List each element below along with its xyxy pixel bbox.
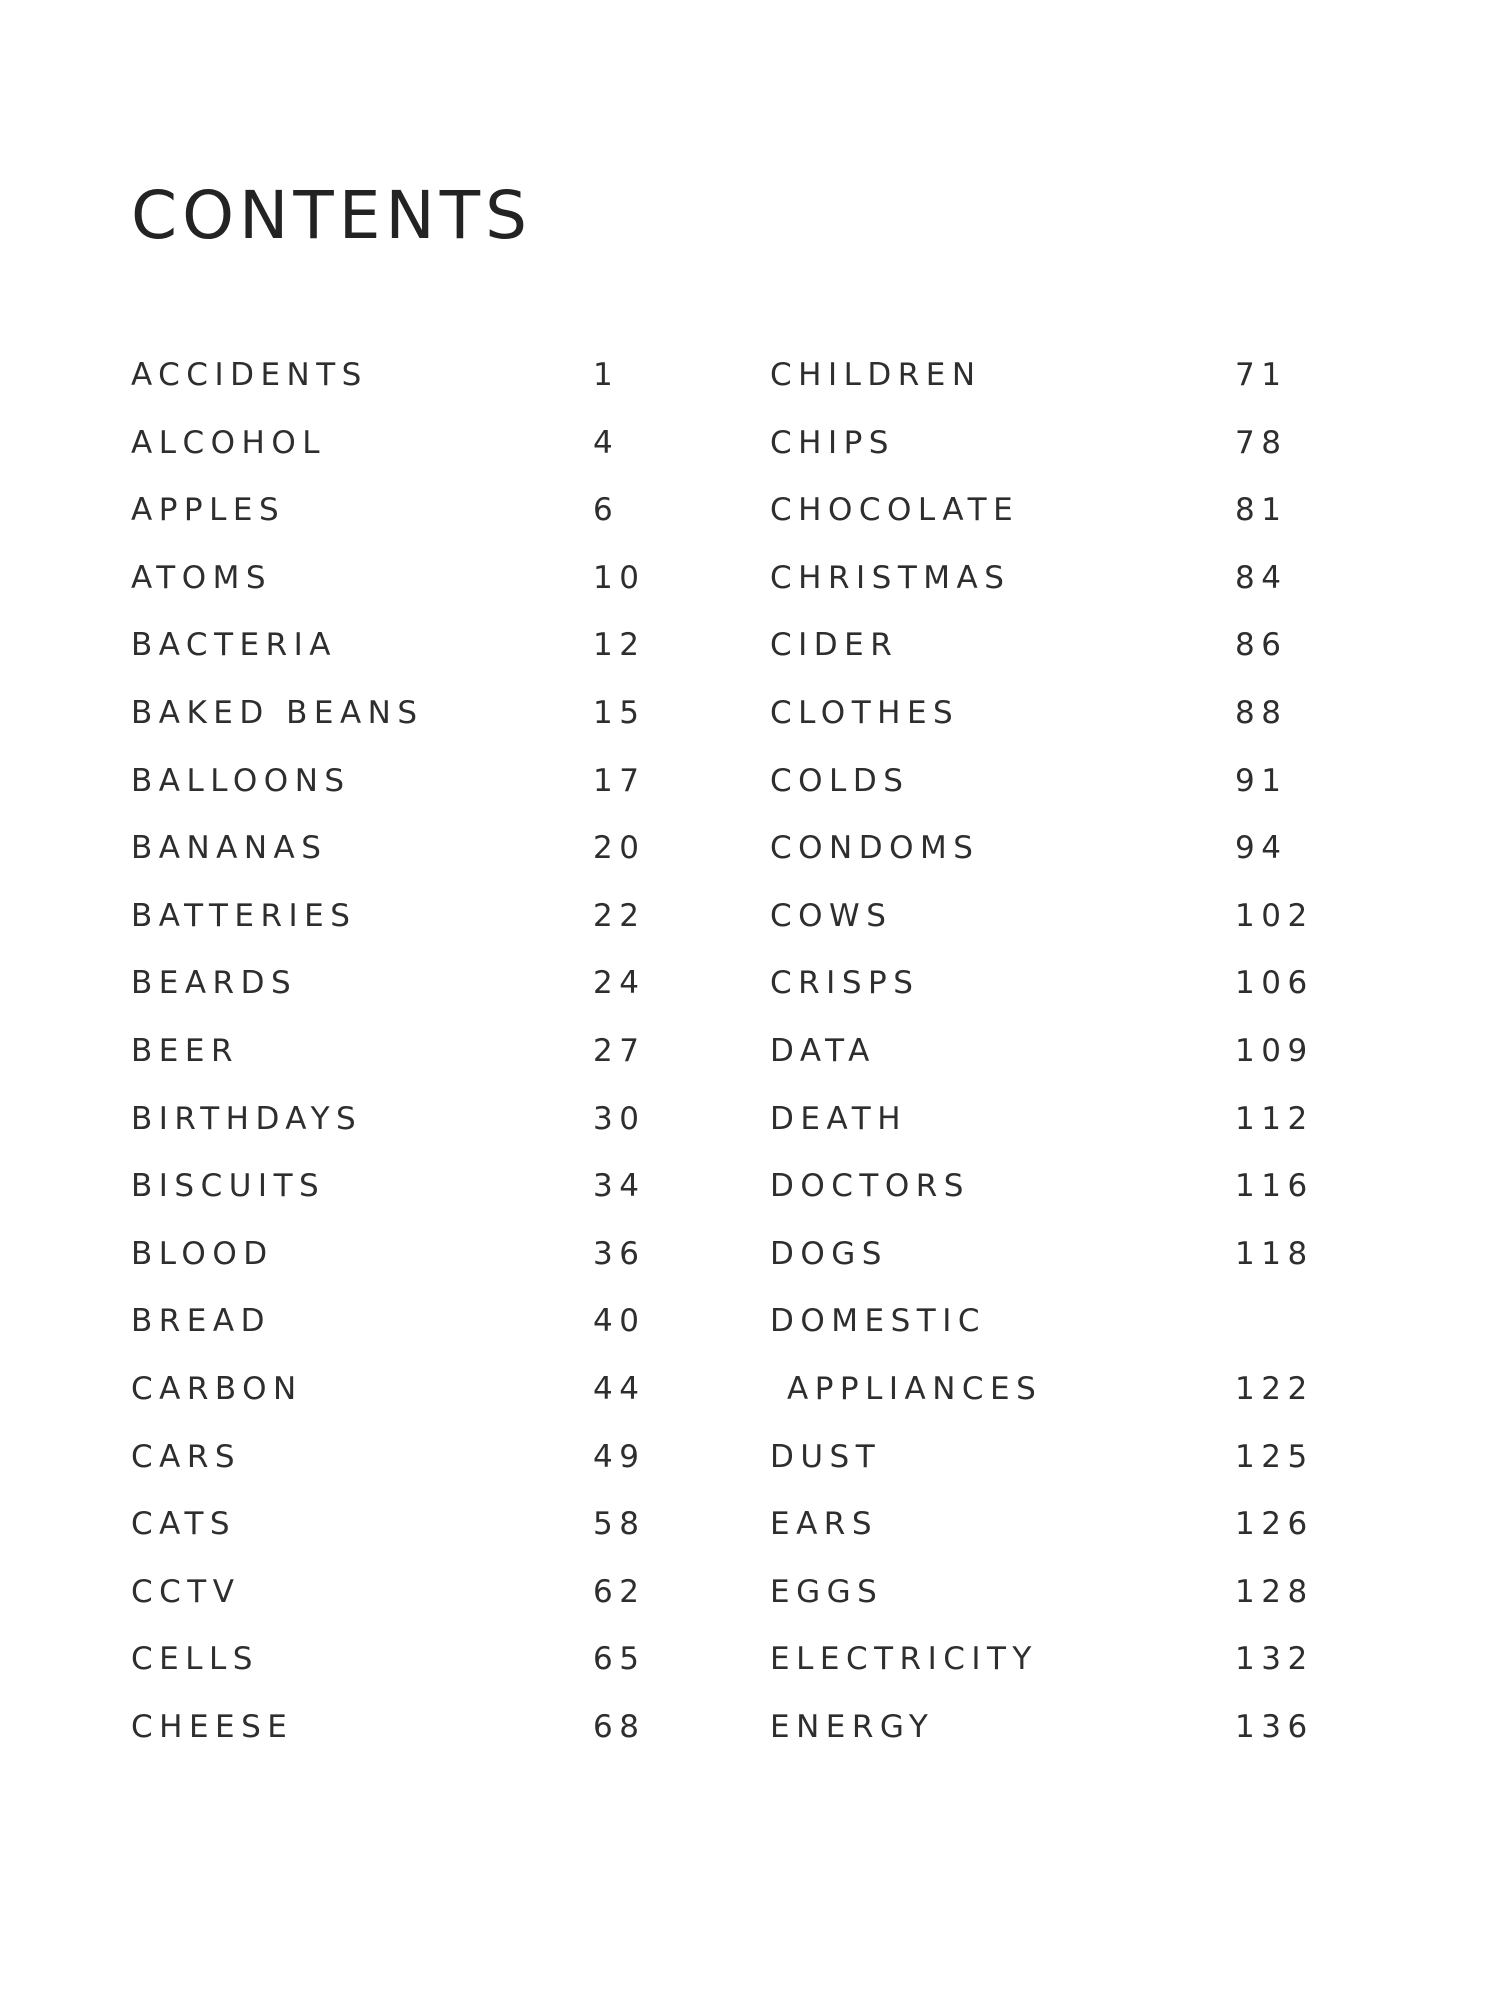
toc-entry (770, 420, 1330, 488)
toc-entry-page-number: 27 (593, 1032, 646, 1069)
toc-entry (131, 690, 651, 758)
toc-entry-page-number: 58 (593, 1506, 646, 1543)
toc-entry-page-number: 62 (593, 1573, 646, 1610)
toc-entry-label: BREAD (131, 1303, 271, 1340)
toc-entry-label: DEATH (770, 1100, 908, 1137)
toc-entry (770, 1163, 1330, 1231)
toc-entry-page-number: 116 (1235, 1168, 1314, 1205)
toc-entry-label: DOCTORS (770, 1168, 970, 1205)
toc-entry (131, 758, 651, 826)
toc-entry-label: CCTV (131, 1573, 241, 1610)
toc-entry-page-number: 128 (1235, 1573, 1314, 1610)
toc-entry-label: EGGS (770, 1573, 884, 1610)
toc-entry-page-number: 10 (593, 559, 646, 596)
toc-entry-page-number: 132 (1235, 1641, 1314, 1678)
toc-entry-page-number: 136 (1235, 1708, 1314, 1745)
toc-entry-page-number: 102 (1235, 897, 1314, 934)
toc-entry-label: BEER (131, 1032, 239, 1069)
toc-entry-label: CHRISTMAS (770, 559, 1011, 596)
toc-entry (770, 1704, 1330, 1772)
toc-entry-label: CATS (131, 1506, 237, 1543)
toc-entry (131, 420, 651, 488)
toc-entry-page-number: 81 (1235, 492, 1288, 529)
toc-entry (770, 352, 1330, 420)
toc-entry-label: BLOOD (131, 1235, 274, 1272)
toc-entry (770, 1366, 1330, 1434)
toc-entry-label: BIRTHDAYS (131, 1100, 363, 1137)
toc-entry-page-number: 84 (1235, 559, 1288, 596)
toc-left-column (131, 352, 651, 1771)
toc-entry-label: CHIPS (770, 424, 895, 461)
toc-entry (770, 1434, 1330, 1502)
toc-entry (770, 622, 1330, 690)
toc-entry-label: CIDER (770, 627, 899, 664)
toc-entry-page-number: 122 (1235, 1370, 1314, 1407)
toc-entry-page-number: 1 (593, 357, 620, 393)
toc-entry-label: CHEESE (131, 1708, 294, 1745)
toc-entry-label: BEARDS (131, 965, 298, 1002)
toc-entry (131, 1163, 651, 1231)
toc-entry-label: ACCIDENTS (131, 357, 368, 393)
toc-entry-label: CONDOMS (770, 830, 980, 867)
toc-entry-label: BISCUITS (131, 1168, 326, 1205)
toc-entry-page-number: 112 (1235, 1100, 1314, 1137)
toc-entry (131, 1366, 651, 1434)
toc-entry (770, 1636, 1330, 1704)
toc-entry (770, 1298, 1330, 1366)
toc-entry-page-number: 65 (593, 1641, 646, 1678)
toc-entry-page-number: 40 (593, 1303, 646, 1340)
toc-entry-page-number: 34 (593, 1168, 646, 1205)
toc-entry-page-number: 4 (593, 424, 620, 461)
toc-entry-label: ATOMS (131, 559, 273, 596)
toc-entry-page-number: 118 (1235, 1235, 1314, 1272)
toc-entry-page-number: 125 (1235, 1438, 1314, 1475)
toc-entry (770, 1501, 1330, 1569)
toc-entry-label: COWS (770, 897, 893, 934)
toc-entry (131, 622, 651, 690)
toc-entry (770, 1028, 1330, 1096)
toc-entry-label: COLDS (770, 762, 910, 799)
toc-entry (131, 1704, 651, 1772)
toc-entry-label: ALCOHOL (131, 424, 327, 461)
toc-entry-label: EARS (770, 1506, 879, 1543)
toc-entry (131, 960, 651, 1028)
toc-entry-label: CELLS (131, 1641, 259, 1678)
toc-entry-page-number: 20 (593, 830, 646, 867)
toc-entry (131, 487, 651, 555)
toc-entry-label: CHILDREN (770, 357, 982, 393)
toc-entry-page-number: 30 (593, 1100, 646, 1137)
toc-entry-page-number: 22 (593, 897, 646, 934)
toc-entry-label: CARS (131, 1438, 242, 1475)
toc-entry-page-number: 15 (593, 694, 646, 731)
toc-entry (770, 1231, 1330, 1299)
toc-entry-page-number: 17 (593, 762, 646, 799)
page-title: CONTENTS (131, 177, 533, 254)
toc-entry-page-number: 49 (593, 1438, 646, 1475)
toc-entry (131, 1501, 651, 1569)
toc-entry (131, 1636, 651, 1704)
toc-right-column (770, 352, 1330, 1771)
toc-entry-label: BANANAS (131, 830, 328, 867)
toc-entry-label: CLOTHES (770, 694, 960, 731)
toc-entry-label: DOGS (770, 1235, 888, 1272)
toc-entry-page-number: 24 (593, 965, 646, 1002)
toc-entry (131, 1231, 651, 1299)
toc-entry (770, 825, 1330, 893)
toc-entry-label: APPLES (131, 492, 286, 529)
toc-entry-page-number: 91 (1235, 762, 1288, 799)
toc-entry-page-number: 88 (1235, 694, 1288, 731)
toc-entry (131, 1569, 651, 1637)
toc-entry (131, 1298, 651, 1366)
toc-entry-page-number: 68 (593, 1708, 646, 1745)
toc-entry-page-number: 71 (1235, 357, 1288, 393)
toc-entry (131, 352, 651, 420)
toc-entry-label: BATTERIES (131, 897, 357, 934)
toc-entry-label: CRISPS (770, 965, 920, 1002)
toc-entry (770, 960, 1330, 1028)
toc-entry-label: CHOCOLATE (770, 492, 1020, 529)
toc-entry-label: BAKED BEANS (131, 694, 424, 731)
toc-entry (770, 690, 1330, 758)
toc-entry (770, 758, 1330, 826)
toc-entry (131, 1096, 651, 1164)
toc-entry (131, 825, 651, 893)
toc-entry-label: BALLOONS (131, 762, 351, 799)
toc-entry-label: CARBON (131, 1370, 303, 1407)
toc-entry-label: APPLIANCES (787, 1370, 1043, 1407)
toc-entry-label: ELECTRICITY (770, 1641, 1038, 1678)
toc-entry (770, 487, 1330, 555)
toc-entry-page-number: 44 (593, 1370, 646, 1407)
toc-entry (131, 1434, 651, 1502)
toc-entry-label: DATA (770, 1032, 876, 1069)
toc-entry-page-number: 94 (1235, 830, 1288, 867)
toc-entry-page-number: 106 (1235, 965, 1314, 1002)
toc-entry (131, 555, 651, 623)
toc-entry (131, 893, 651, 961)
toc-entry-page-number: 78 (1235, 424, 1288, 461)
toc-entry-page-number: 12 (593, 627, 646, 664)
toc-entry-label: DUST (770, 1438, 882, 1475)
toc-entry (770, 893, 1330, 961)
toc-entry-label: DOMESTIC (770, 1303, 987, 1340)
toc-entry-page-number: 6 (593, 492, 620, 529)
toc-entry (770, 1569, 1330, 1637)
toc-entry-page-number: 36 (593, 1235, 646, 1272)
toc-entry (770, 555, 1330, 623)
toc-entry-page-number: 126 (1235, 1506, 1314, 1543)
toc-entry-label: ENERGY (770, 1708, 935, 1745)
toc-entry-label: BACTERIA (131, 627, 337, 664)
toc-entry (770, 1096, 1330, 1164)
toc-entry (131, 1028, 651, 1096)
toc-entry-page-number: 86 (1235, 627, 1288, 664)
toc-entry-page-number: 109 (1235, 1032, 1314, 1069)
